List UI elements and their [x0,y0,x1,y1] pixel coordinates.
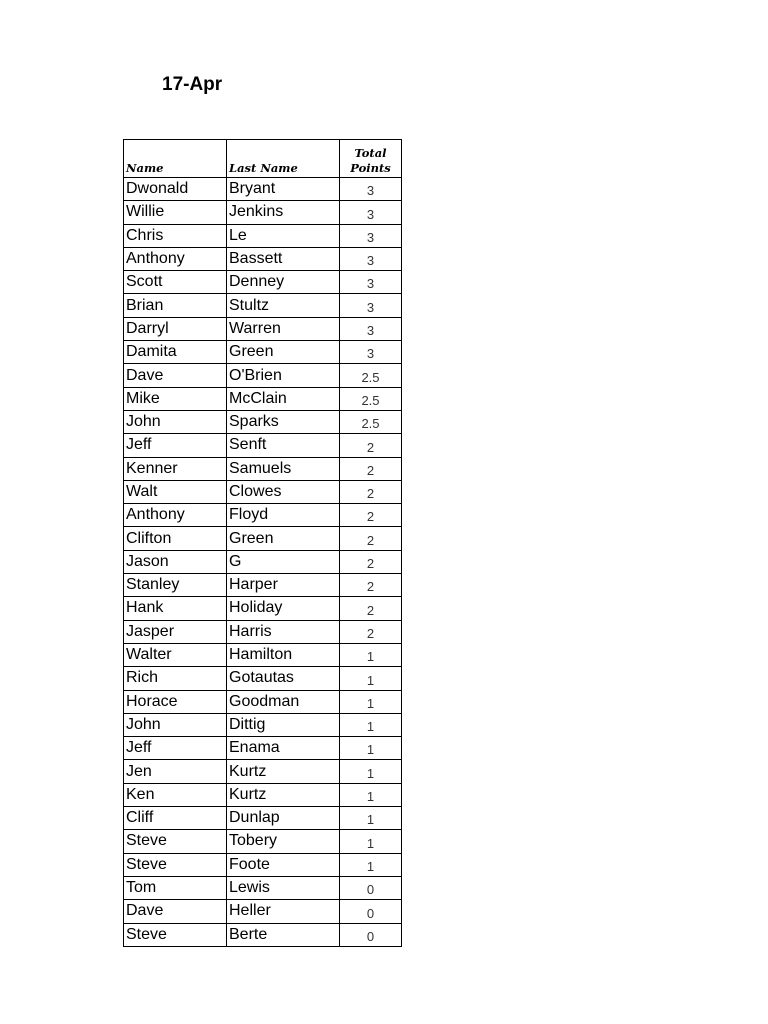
cell-total-points: 1 [340,783,402,806]
cell-total-points: 2 [340,574,402,597]
table-row [124,504,402,527]
table-row [124,620,402,643]
cell-total-points: 3 [340,224,402,247]
cell-total-points: 3 [340,247,402,270]
cell-last-name: Heller [227,900,340,923]
table-row [124,457,402,480]
cell-total-points: 2 [340,457,402,480]
cell-last-name: Bassett [227,247,340,270]
cell-first-name: Dwonald [124,178,227,201]
cell-first-name: Jason [124,550,227,573]
table-row [124,597,402,620]
cell-total-points: 0 [340,876,402,899]
table-row [124,667,402,690]
cell-last-name: Denney [227,271,340,294]
points-table [123,139,402,947]
table-header [124,140,402,178]
table-row [124,527,402,550]
table-row [124,830,402,853]
cell-first-name: Dave [124,364,227,387]
table-row [124,876,402,899]
table-row [124,201,402,224]
cell-last-name: Berte [227,923,340,946]
table-row [124,923,402,946]
table-row [124,900,402,923]
cell-last-name: O'Brien [227,364,340,387]
cell-total-points: 2 [340,480,402,503]
cell-total-points: 2 [340,597,402,620]
cell-last-name: Dittig [227,713,340,736]
cell-first-name: Anthony [124,504,227,527]
table-row [124,410,402,433]
cell-total-points: 0 [340,900,402,923]
cell-total-points: 3 [340,201,402,224]
cell-last-name: Warren [227,317,340,340]
table-body [124,178,402,947]
cell-first-name: Hank [124,597,227,620]
cell-last-name: Holiday [227,597,340,620]
cell-first-name: Walter [124,643,227,666]
cell-first-name: Anthony [124,247,227,270]
cell-first-name: Cliff [124,807,227,830]
table-row [124,853,402,876]
cell-last-name: Green [227,527,340,550]
cell-first-name: Damita [124,341,227,364]
cell-total-points: 1 [340,853,402,876]
table-row [124,690,402,713]
cell-total-points: 2 [340,620,402,643]
table-row [124,224,402,247]
cell-first-name: Kenner [124,457,227,480]
table-row [124,341,402,364]
cell-total-points: 2.5 [340,410,402,433]
cell-first-name: Mike [124,387,227,410]
header-total-points-line1: Total [354,146,387,160]
cell-last-name: Sparks [227,410,340,433]
table-row [124,294,402,317]
table-row [124,271,402,294]
table-row [124,317,402,340]
cell-first-name: Scott [124,271,227,294]
cell-first-name: Dave [124,900,227,923]
table-row [124,643,402,666]
cell-last-name: Green [227,341,340,364]
header-row [124,140,402,178]
cell-last-name: Gotautas [227,667,340,690]
table-row [124,247,402,270]
cell-first-name: John [124,410,227,433]
page-title: 17-Apr [162,74,223,95]
cell-first-name: Darryl [124,317,227,340]
cell-first-name: Ken [124,783,227,806]
cell-last-name: Bryant [227,178,340,201]
table-row [124,550,402,573]
header-last-name: Last Name [227,140,340,178]
table-row [124,760,402,783]
cell-last-name: McClain [227,387,340,410]
table-row [124,387,402,410]
cell-last-name: Foote [227,853,340,876]
cell-first-name: Jeff [124,434,227,457]
cell-total-points: 1 [340,760,402,783]
cell-total-points: 2.5 [340,364,402,387]
cell-first-name: Willie [124,201,227,224]
cell-last-name: Enama [227,737,340,760]
cell-total-points: 3 [340,178,402,201]
cell-first-name: Stanley [124,574,227,597]
table-row [124,480,402,503]
cell-first-name: John [124,713,227,736]
cell-first-name: Jasper [124,620,227,643]
cell-first-name: Rich [124,667,227,690]
table-row [124,364,402,387]
cell-total-points: 1 [340,830,402,853]
cell-last-name: Le [227,224,340,247]
cell-first-name: Steve [124,923,227,946]
cell-last-name: Harris [227,620,340,643]
table-row [124,178,402,201]
cell-total-points: 3 [340,317,402,340]
cell-last-name: G [227,550,340,573]
cell-last-name: Samuels [227,457,340,480]
cell-total-points: 3 [340,271,402,294]
table-row [124,783,402,806]
cell-last-name: Jenkins [227,201,340,224]
table-row [124,713,402,736]
cell-total-points: 1 [340,643,402,666]
cell-last-name: Harper [227,574,340,597]
cell-first-name: Jen [124,760,227,783]
cell-last-name: Clowes [227,480,340,503]
cell-first-name: Brian [124,294,227,317]
cell-total-points: 2 [340,527,402,550]
cell-last-name: Stultz [227,294,340,317]
cell-first-name: Jeff [124,737,227,760]
header-name: Name [124,140,227,178]
cell-first-name: Steve [124,830,227,853]
cell-first-name: Chris [124,224,227,247]
cell-total-points: 1 [340,690,402,713]
cell-first-name: Horace [124,690,227,713]
cell-total-points: 3 [340,294,402,317]
cell-last-name: Kurtz [227,760,340,783]
cell-total-points: 1 [340,737,402,760]
cell-last-name: Floyd [227,504,340,527]
cell-last-name: Dunlap [227,807,340,830]
cell-first-name: Tom [124,876,227,899]
cell-last-name: Lewis [227,876,340,899]
table-row [124,434,402,457]
cell-total-points: 2 [340,550,402,573]
header-total-points [340,140,402,178]
cell-first-name: Walt [124,480,227,503]
cell-last-name: Senft [227,434,340,457]
header-total-points-line2: Points [350,161,391,175]
cell-first-name: Steve [124,853,227,876]
cell-total-points: 0 [340,923,402,946]
cell-total-points: 1 [340,713,402,736]
cell-total-points: 1 [340,667,402,690]
cell-last-name: Tobery [227,830,340,853]
table-row [124,737,402,760]
cell-last-name: Kurtz [227,783,340,806]
cell-total-points: 1 [340,807,402,830]
cell-last-name: Hamilton [227,643,340,666]
table-row [124,807,402,830]
cell-total-points: 2 [340,434,402,457]
cell-last-name: Goodman [227,690,340,713]
cell-total-points: 3 [340,341,402,364]
cell-first-name: Clifton [124,527,227,550]
cell-total-points: 2.5 [340,387,402,410]
table-row [124,574,402,597]
cell-total-points: 2 [340,504,402,527]
